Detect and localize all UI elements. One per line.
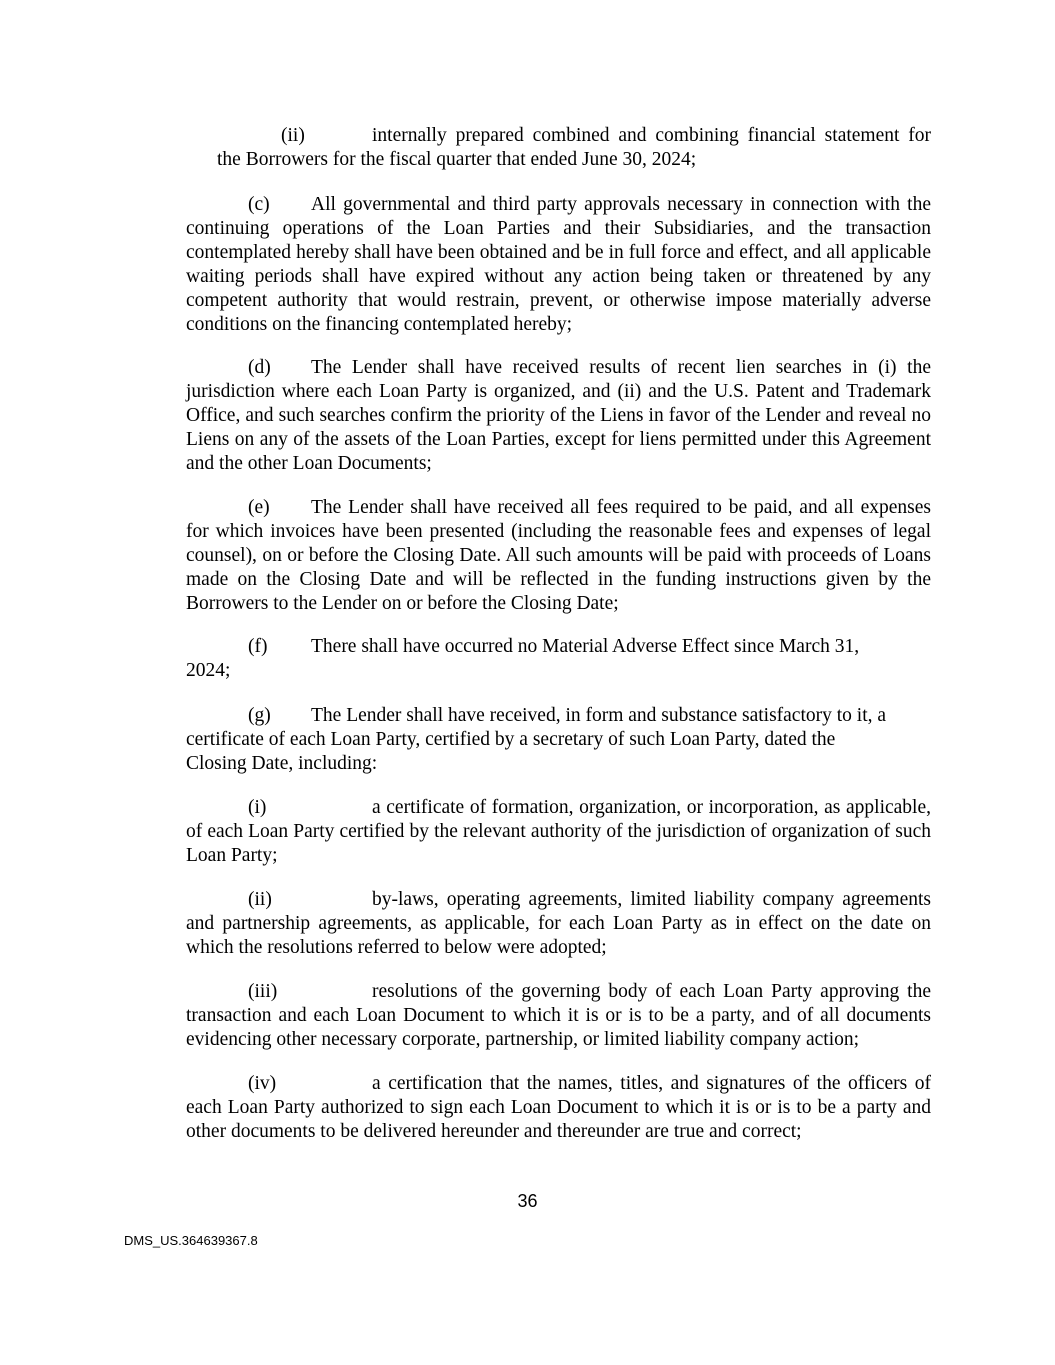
paragraph-label: (e): [248, 497, 270, 518]
paragraph-text: resolutions of the governing body of each Loan Party approving the transaction and each Loan Document to which it is or is to be a party, and of all documents evidencing other necessary corporate, partnership, or limited liability company action;: [186, 981, 931, 1050]
paragraph-label: (iv): [248, 1073, 277, 1094]
paragraph-text: All governmental and third party approvals necessary in connection with the continuing operations of the Loan Parties and their Subsidiaries, and the transaction contemplated hereby shall have been obtained and be in full force and effect, and all applicable waiting periods shall have expired without any action being taken or threatened by any competent authority that would restrain, prevent, or otherwise impose materially adverse conditions on the financing contemplated hereby;: [186, 194, 931, 335]
paragraph-g-iv: [186, 1072, 931, 1144]
paragraph-text: internally prepared combined and combining financial statement for the Borrowers for the fiscal quarter that ended June 30, 2024;: [217, 125, 931, 170]
paragraph-f: [186, 635, 931, 683]
document-id: DMS_US.364639367.8: [124, 1233, 258, 1248]
paragraph-label: (f): [248, 636, 268, 657]
paragraph-g-iii: [186, 980, 931, 1052]
paragraph-g-ii: [186, 888, 931, 960]
paragraph-text-continued: certificate of each Loan Party, certified by a secretary of such Loan Party, dated the: [186, 729, 836, 750]
paragraph-text: The Lender shall have received all fees required to be paid, and all expenses for which invoices have been presented (including the reasonable fees and expenses of legal counsel), on or before the Closing Date. All such amounts will be paid with proceeds of Loans made on the Closing Date and will be reflected in the funding instructions given by the Borrowers to the Lender on or before the Closing Date;: [186, 497, 931, 614]
paragraph-text: a certification that the names, titles, and signatures of the officers of each Loan Party authorized to sign each Loan Document to which it is or is to be a party and other documents to be delivered hereunder and thereunder are true and correct;: [186, 1073, 931, 1142]
paragraph-label: (iii): [248, 981, 278, 1002]
paragraph-text: by-laws, operating agreements, limited liability company agreements and partnership agreements, as applicable, for each Loan Party as in effect on the date on which the resolutions referred to below were adopted;: [186, 889, 931, 958]
paragraph-g: [186, 704, 931, 776]
paragraph-text-continued: Closing Date, including:: [186, 753, 378, 774]
paragraph-label: (c): [248, 194, 270, 215]
paragraph-label: (g): [248, 705, 271, 726]
paragraph-text: The Lender shall have received results of recent lien searches in (i) the jurisdiction where each Loan Party is organized, and (ii) and the U.S. Patent and Trademark Office, and such searches confirm the priority of the Liens in favor of the Lender and reveal no Liens on any of the assets of the Loan Parties, except for liens permitted under this Agreement and the other Loan Documents;: [186, 357, 931, 474]
paragraph-e: [186, 496, 931, 616]
paragraph-g-i: [186, 796, 931, 868]
page-number: 36: [517, 1191, 538, 1211]
paragraph-text: a certificate of formation, organization, or incorporation, as applicable, of each Loan Party certified by the relevant authority of the jurisdiction of organization of such Loan Party;: [186, 797, 931, 866]
paragraph-label: (i): [248, 797, 267, 818]
paragraph-c: [186, 193, 931, 337]
paragraph-text-continued: 2024;: [186, 660, 231, 681]
paragraph-text: There shall have occurred no Material Adverse Effect since March 31,: [311, 636, 860, 657]
paragraph-label: (ii): [248, 889, 272, 910]
paragraph-label: (ii): [281, 125, 305, 146]
paragraph-c-ii: [217, 124, 931, 172]
paragraph-d: [186, 356, 931, 476]
paragraph-label: (d): [248, 357, 271, 378]
paragraph-text: The Lender shall have received, in form and substance satisfactory to it, a: [311, 705, 887, 726]
